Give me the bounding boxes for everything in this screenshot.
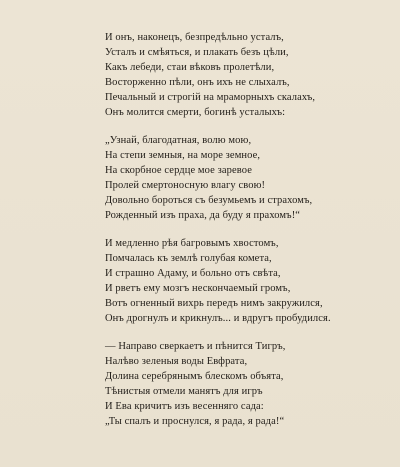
poem-line: И Ева кричитъ изъ весенняго сада: <box>105 401 264 412</box>
poem-line: Налѣво зеленыя воды Евфрата, <box>105 356 248 367</box>
poem-line: Восторженно пѣли, онъ ихъ не слыхалъ, <box>105 77 290 88</box>
poem-line: Довольно бороться съ безумьемъ и страхомъ, <box>105 195 313 206</box>
poem-line: „Узнай, благодатная, волю мою, <box>105 135 252 146</box>
poem-line: На степи земныя, на море земное, <box>105 150 261 161</box>
stanza-3 <box>105 236 395 326</box>
poem-line: — Направо сверкаетъ и пѣнится Тигръ, <box>105 341 286 352</box>
poem-line: Какъ лебеди, стаи вѣковъ пролетѣли, <box>105 62 275 73</box>
poem-line: И онъ, наконецъ, безпредѣльно усталъ, <box>105 32 284 43</box>
poem-line: Пролей смертоносную влагу свою! <box>105 180 266 191</box>
poem-line: На скорбное сердце мое заревое <box>105 165 252 176</box>
poem-line: Помчалась къ землѣ голубая комета, <box>105 253 272 264</box>
poem-line: Онъ дрогнулъ и крикнулъ... и вдругъ пробудился. <box>105 313 331 324</box>
stanza-4 <box>105 339 395 429</box>
poem-line: Вотъ огненный вихрь передъ нимъ закружился, <box>105 298 323 309</box>
poem <box>105 30 395 429</box>
poem-line: Тѣнистыя отмели манятъ для игръ <box>105 386 263 397</box>
poem-line: Печальный и строгій на мраморныхъ скалахъ, <box>105 92 316 103</box>
poem-line: И рветъ ему мозгъ нескончаемый громъ, <box>105 283 291 294</box>
poem-line: Долина серебрянымъ блескомъ объята, <box>105 371 284 382</box>
poem-line: Рожденный изъ праха, да буду я прахомъ!“ <box>105 210 301 221</box>
poem-line: Онъ молится смерти, богинѣ усталыхъ: <box>105 107 286 118</box>
poem-line: Усталъ и смѣяться, и плакать безъ цѣли, <box>105 47 289 58</box>
stanza-2 <box>105 133 395 223</box>
poem-line: И страшно Адаму, и больно отъ свѣта, <box>105 268 281 279</box>
poem-line: „Ты спалъ и проснулся, я рада, я рада!“ <box>105 416 285 427</box>
stanza-1 <box>105 30 395 120</box>
poem-line: И медленно рѣя багровымъ хвостомъ, <box>105 238 279 249</box>
